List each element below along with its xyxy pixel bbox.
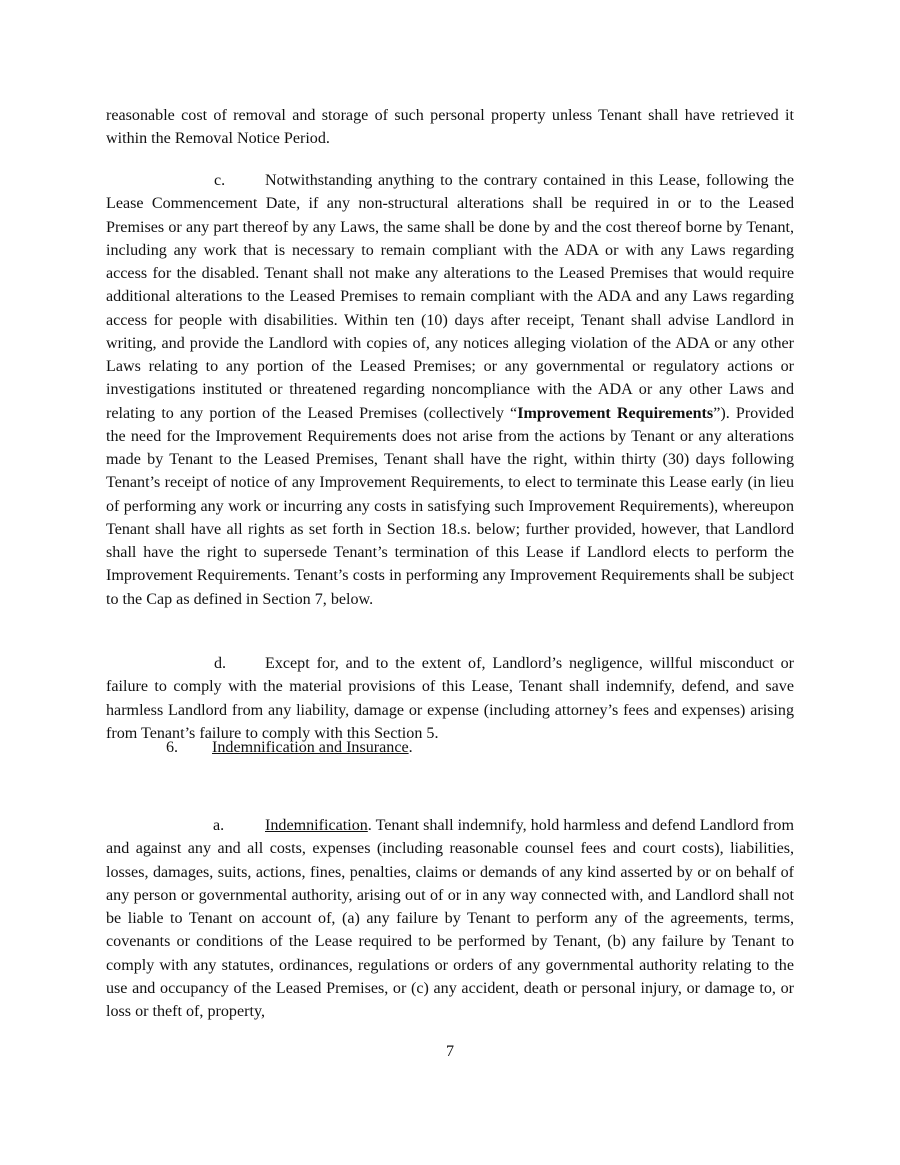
section-heading: Indemnification and Insurance bbox=[212, 739, 409, 756]
paragraph-label: a. bbox=[213, 817, 225, 834]
paragraph-text: Notwithstanding anything to the contrary contained in this Lease, following the Lease Commencement Date, if any non-structural alterations shall be required in or to the Leased Premises or any part thereof by any Laws, the same shall be done by and the cost thereof borne by Tenant, including any work that is necessary to remain compliant with the ADA or with any Laws regarding access for the disabled. Tenant shall not make any alterations to the Leased Premises that would require additional alterations to the Leased Premises to remain compliant with the ADA and any Laws regarding access for people with disabilities. Within ten (10) days after receipt, Tenant shall advise Landlord in writing, and provide the Landlord with copies of, any notices alleging violation of the ADA or any other Laws relating to any portion of the Leased Premises; or any governmental or regulatory actions or investigations instituted or threatened regarding noncompliance with the ADA or any other Laws and relating to any portion of the Leased Premises (collectively “ bbox=[106, 172, 794, 422]
page-number: 7 bbox=[445, 1043, 455, 1060]
paragraph-continuation bbox=[106, 104, 794, 151]
defined-term: Improvement Requirements bbox=[517, 404, 714, 422]
paragraph-text: ”). Provided the need for the Improvement Requirements does not arise from the actions by Tenant or any alterations made by Tenant to the Leased Premises, Tenant shall have the right, within thirty (30) days following Tenant’s receipt of notice of any Improvement Requirements, to elect to terminate this Lease early (in lieu of performing any work or incurring any costs in satisfying such Improvement Requirements), whereupon Tenant shall have all rights as set forth in Section 18.s. below; further provided, however, that Landlord shall have the right to supersede Tenant’s termination of this Lease if Landlord elects to perform the Improvement Requirements. Tenant’s costs in performing any Improvement Requirements shall be subject to the Cap as defined in Section 7, below. bbox=[106, 404, 794, 608]
paragraph-label: d. bbox=[214, 655, 227, 672]
paragraph-text: Tenant shall indemnify, hold harmless and defend Landlord from and against any and all costs, expenses (including reasonable counsel fees and court costs), liabilities, losses, damages, suits, actions, fines, penalties, claims or demands of any kind asserted by or on behalf of any person or governmental authority, arising out of or in any way connected with, and Landlord shall not be liable to Tenant on account of, (a) any failure by Tenant to perform any of the agreements, terms, covenants or conditions of the Lease required to be performed by Tenant, (b) any failure by Tenant to comply with any statutes, ordinances, regulations or orders of any governmental authority relating to the use and occupancy of the Leased Premises, or (c) any accident, death or personal injury, or damage to, or loss or theft of, property, bbox=[106, 817, 794, 1020]
paragraph-label: c. bbox=[214, 172, 226, 189]
paragraph-text: Except for, and to the extent of, Landlord’s negligence, willful misconduct or failure to comply with the material provisions of this Lease, Tenant shall indemnify, defend, and save harmless Landlord from any liability, damage or expense (including attorney’s fees and expenses) arising from Tenant’s failure to comply with this Section 5. bbox=[106, 655, 794, 742]
paragraph-c bbox=[106, 169, 794, 611]
subsection-heading: Indemnification bbox=[265, 817, 368, 834]
section-6-heading: 6. Indemnification and Insurance. bbox=[106, 736, 794, 759]
paragraph-d bbox=[106, 652, 794, 745]
paragraph-text: reasonable cost of removal and storage of such personal property unless Tenant shall have retrieved it within the Removal Notice Period. bbox=[106, 107, 794, 148]
section-number: 6. bbox=[166, 739, 179, 756]
paragraph-6a: a. Indemnification. Tenant shall indemnify, hold harmless and defend Landlord from and against any and all costs, expenses (including reasonable counsel fees and court costs), liabilities, losses, damages, suits, actions, fines, penalties, claims or demands of any kind asserted by or on behalf of any person or governmental authority, arising out of or in any way connected with, and Landlord shall not be liable to Tenant on account of, (a) any failure by Tenant to perform any of the agreements, terms, covenants or conditions of the Lease required to be performed by Tenant, (b) any failure by Tenant to comply with any statutes, ordinances, regulations or orders of any governmental authority relating to the use and occupancy of the Leased Premises, or (c) any accident, death or personal injury, or damage to, or loss or theft of, property, bbox=[106, 814, 794, 1023]
